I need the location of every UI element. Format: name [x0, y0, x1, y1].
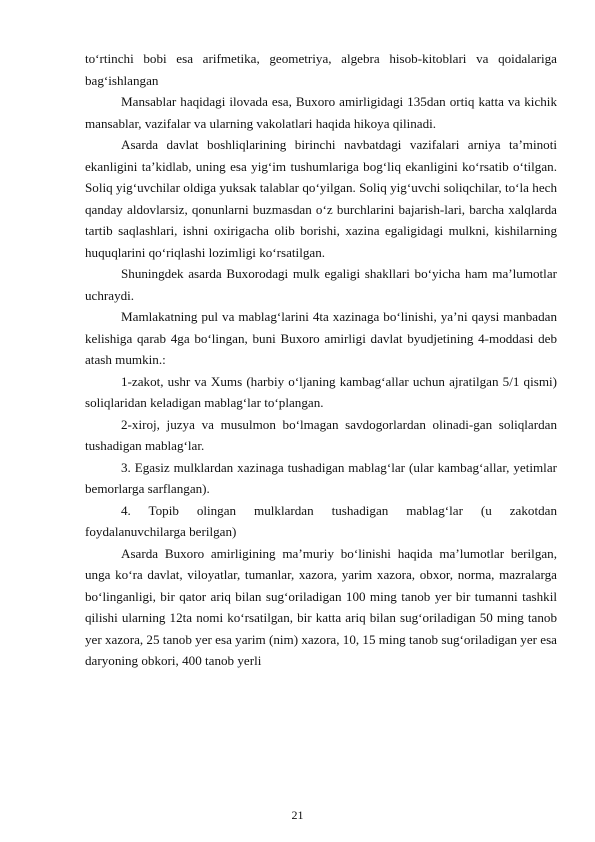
- paragraph-3: Asarda davlat boshliqlarining birinchi navbatdagi vazifalari arniya ta’minoti ekanligini ta’kidlab, uning esa yig‘im tushumlariga bog‘liq ekanligini ko‘rsatib o‘tilgan. Soliq yig‘uvchilar oldiga yuksak talablar qo‘yilgan. Soliq yig‘uvchi soliqchilar, to‘la hech qanday aldovlarsiz, qonunlarni buzmasdan o‘z burchlarini bajarish-lari, barcha xalqlarda tartib saqlashlari, ishni oxirigacha olib borishi, xazina egaligidagi mulkni, kishilarning huquqlarini qo‘riqlashi lozimligi ko‘rsatilgan.: [85, 137, 557, 260]
- paragraph-10: Asarda Buxoro amirligining ma’muriy bo‘linishi haqida ma’lumotlar berilgan, unga ko‘ra davlat, viloyatlar, tumanlar, xazora, yarim xazora, obxor, norma, mazralarga bo‘linganligi, bir qator ariq bilan sug‘oriladigan 100 ming tanob yer bir tumanni tashkil qilishi ularning 12ta nomi ko‘rsatilgan, bir katta ariq bilan sug‘oriladigan 50 ming tanob yer xazora, 25 tanob yer esa yarim (nim) xazora, 10, 15 ming tanob sug‘oriladigan yer esa daryoning obkori, 400 tanob yerli: [85, 545, 557, 668]
- paragraph-2: Mansablar haqidagi ilovada esa, Buxoro amirligidagi 135dan ortiq katta va kichik mansablar, vazifalar va ularning vakolatlari haqida hikoya qilinadi.: [85, 94, 557, 131]
- paragraph-9: 4. Topib olingan mulklardan tushadigan mablag‘lar (u zakotdan foydalanuvchilarga berilgan): [85, 502, 557, 539]
- paragraph-4: Shuningdek asarda Buxorodagi mulk egaligi shakllari bo‘yicha ham ma’lumotlar uchraydi.: [85, 266, 557, 303]
- paragraph-1: to‘rtinchi bobi esa arifmetika, geometriya, algebra hisob-kitoblari va qoidalariga bag‘ishlangan: [85, 51, 557, 88]
- paragraph-7: 2-xiroj, juzya va musulmon bo‘lmagan savdogorlardan olinadi-gan soliqlardan tushadigan mablag‘lar.: [85, 416, 557, 453]
- paragraph-6: 1-zakot, ushr va Xums (harbiy o‘ljaning kambag‘allar uchun ajratilgan 5/1 qismi) soliqlaridan keladigan mablag‘lar to‘plangan.: [85, 373, 557, 410]
- page-number: 21: [291, 808, 304, 822]
- paragraph-8: 3. Egasiz mulklardan xazinaga tushadigan mablag‘lar (ular kambag‘allar, yetimlar bemorlarga sarflangan).: [85, 459, 557, 496]
- page-body: [85, 48, 557, 672]
- paragraph-5: Mamlakatning pul va mablag‘larini 4ta xazinaga bo‘linishi, ya’ni qaysi manbadan kelishiga qarab 4ga bo‘lingan, buni Buxoro amirligi davlat byudjetining 4-moddasi deb atash mumkin.:: [85, 309, 557, 367]
